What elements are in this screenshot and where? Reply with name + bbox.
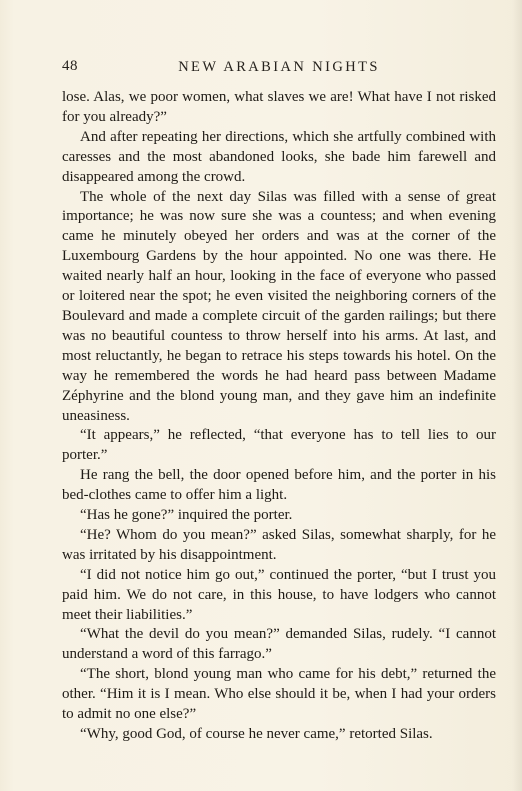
page-number: 48 bbox=[62, 58, 78, 74]
paragraph: “He? Whom do you mean?” asked Silas, somewhat sharply, for he was irritated by his disappointment. bbox=[62, 526, 496, 563]
paragraph: “Why, good God, of course he never came,” retorted Silas. bbox=[80, 726, 433, 742]
paragraph: “The short, blond young man who came for his debt,” returned the other. “Him it is I mean. Who else should it be, when I had your orders to admit no one else?” bbox=[62, 666, 496, 723]
paragraph: “It appears,” he reflected, “that everyone has to tell lies to our porter.” bbox=[62, 427, 496, 464]
paragraph: And after repeating her directions, which she artfully combined with caresses and the most abandoned looks, she bade him farewell and disappeared among the crowd. bbox=[62, 128, 496, 185]
running-head: NEW ARABIAN NIGHTS bbox=[178, 59, 380, 75]
page-gutter-shadow bbox=[512, 0, 522, 791]
paragraph: “I did not notice him go out,” continued the porter, “but I trust you paid him. We do not care, in this house, to have lodgers who cannot meet their liabilities.” bbox=[62, 566, 496, 623]
paragraph: “Has he gone?” inquired the porter. bbox=[80, 507, 293, 524]
paragraph: “What the devil do you mean?” demanded Silas, rudely. “I cannot understand a word of this farrago.” bbox=[62, 626, 496, 663]
page-header bbox=[62, 58, 496, 80]
paragraph: lose. Alas, we poor women, what slaves we are! What have I not risked for you already?” bbox=[62, 89, 496, 125]
paragraph: He rang the bell, the door opened before him, and the porter in his bed-clothes came to offer him a light. bbox=[62, 467, 496, 504]
body-text bbox=[62, 88, 496, 745]
paragraph: The whole of the next day Silas was filled with a sense of great importance; he was now sure she was a countess; and when evening came he minutely obeyed her orders and was at the corner of the Luxembourg Gardens by the hour appointed. No one was there. He waited nearly half an hour, looking in the face of everyone who passed or loitered near the spot; he even visited the neighboring corners of the Boulevard and made a complete circuit of the garden railings; but there was no beautiful countess to throw herself into his arms. At last, and most reluctantly, he began to retrace his steps towards his hotel. On the way he remembered the words he had heard pass between Madame Zéphyrine and the blond young man, and they gave him an indefinite uneasiness. bbox=[62, 188, 496, 424]
